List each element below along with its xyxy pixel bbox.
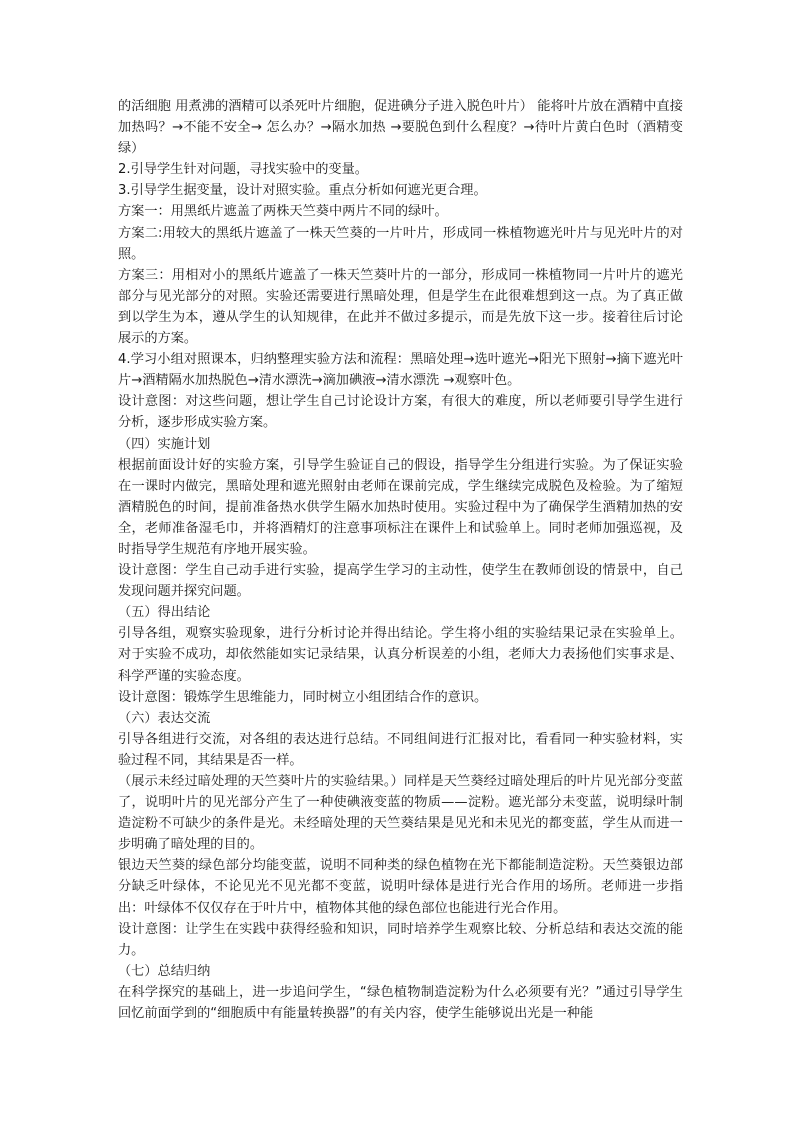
section-heading-4: （四）实施计划 <box>118 436 211 452</box>
paragraph-design-intent-2: 设计意图：学生自己动手进行实验，提高学生学习的主动性，使学生在教师创设的情景中，自己发现问题并探究问题。 <box>118 563 683 600</box>
paragraph-conclusion: 引导各组，观察实验现象，进行分析讨论并得出结论。学生将小组的实验结果记录在实验单上。对于实验不成功，却依然能如实记录结果，认真分析误差的小组，老师大力表扬他们实事求是、科学严谨的实验态度。 <box>118 626 683 684</box>
paragraph-plan-2: 方案二:用较大的黑纸片遮盖了一株天竺葵的一片叶片，形成同一株植物遮光叶片与见光叶片的对照。 <box>118 225 683 262</box>
paragraph-step-2: 2.引导学生针对问题，寻找实验中的变量。 <box>118 162 368 178</box>
document-page <box>118 96 683 1024</box>
paragraph-exchange: 引导各组进行交流，对各组的表达进行总结。不同组间进行汇报对比，看看同一种实验材料，实验过程不同，其结果是否一样。 <box>118 731 683 768</box>
paragraph-design-intent-4: 设计意图：让学生在实践中获得经验和知识，同时培养学生观察比较、分析总结和表达交流的能力。 <box>118 921 683 958</box>
paragraph-alcohol-heating: 的活细胞 用煮沸的酒精可以杀死叶片细胞，促进碘分子进入脱色叶片） 能将叶片放在酒精中直接加热吗？→不能不安全→ 怎么办？→隔水加热 →要脱色到什么程度？→待叶片黄白色时（酒精变绿） <box>118 99 683 157</box>
paragraph-step-3: 3.引导学生据变量，设计对照实验。重点分析如何遮光更合理。 <box>118 183 487 199</box>
paragraph-implement: 根据前面设计好的实验方案，引导学生验证自己的假设，指导学生分组进行实验。为了保证实验在一课时内做完，黑暗处理和遮光照射由老师在课前完成，学生继续完成脱色及检验。为了缩短酒精脱色的时间，提前准备热水供学生隔水加热时使用。实验过程中为了确保学生酒精加热的安全，老师准备湿毛巾，并将酒精灯的注意事项标注在课件上和试验单上。同时老师加强巡视，及时指导学生规范有序地开展实验。 <box>118 457 683 557</box>
paragraph-design-intent-3: 设计意图：锻炼学生思维能力，同时树立小组团结合作的意识。 <box>118 689 488 705</box>
section-heading-7: （七）总结归纳 <box>118 963 211 979</box>
section-heading-6: （六）表达交流 <box>118 710 211 726</box>
section-heading-5: （五）得出结论 <box>118 605 211 621</box>
paragraph-design-intent-1: 设计意图：对这些问题，想让学生自己讨论设计方案，有很大的难度，所以老师要引导学生进行分析，逐步形成实验方案。 <box>118 394 683 431</box>
paragraph-plan-3: 方案三：用相对小的黑纸片遮盖了一株天竺葵叶片的一部分，形成同一株植物同一片叶片的遮光部分与见光部分的对照。实验还需要进行黑暗处理，但是学生在此很难想到这一点。为了真正做到以学生为本，遵从学生的认知规律，在此并不做过多提示，而是先放下这一步。接着往后讨论展示的方案。 <box>118 267 683 347</box>
paragraph-step-4: 4.学习小组对照课本，归纳整理实验方法和流程：黑暗处理→选叶遮光→阳光下照射→摘下遮光叶片→酒精隔水加热脱色→清水漂洗→滴加碘液→清水漂洗 →观察叶色。 <box>118 352 683 389</box>
paragraph-results: （展示未经过暗处理的天竺葵叶片的实验结果。）同样是天竺葵经过暗处理后的叶片见光部分变蓝了，说明叶片的见光部分产生了一种使碘液变蓝的物质——淀粉。遮光部分未变蓝，说明绿叶制造淀粉不可缺少的条件是光。未经暗处理的天竺葵结果是见光和未见光的都变蓝，学生从而进一步明确了暗处理的目的。 <box>118 774 683 853</box>
paragraph-silver-edge: 银边天竺葵的绿色部分均能变蓝，说明不同种类的绿色植物在光下都能制造淀粉。天竺葵银边部分缺乏叶绿体，不论见光不见光都不变蓝，说明叶绿体是进行光合作用的场所。老师进一步指出：叶绿体不仅仅存在于叶片中，植物体其他的绿色部位也能进行光合作用。 <box>118 858 683 916</box>
paragraph-plan-1: 方案一：用黑纸片遮盖了两株天竺葵中两片不同的绿叶。 <box>118 204 448 220</box>
paragraph-summary: 在科学探究的基础上，进一步追问学生，“绿色植物制造淀粉为什么必须要有光？”通过引导学生回忆前面学到的“细胞质中有能量转换器”的有关内容，使学生能够说出光是一种能 <box>118 984 683 1022</box>
